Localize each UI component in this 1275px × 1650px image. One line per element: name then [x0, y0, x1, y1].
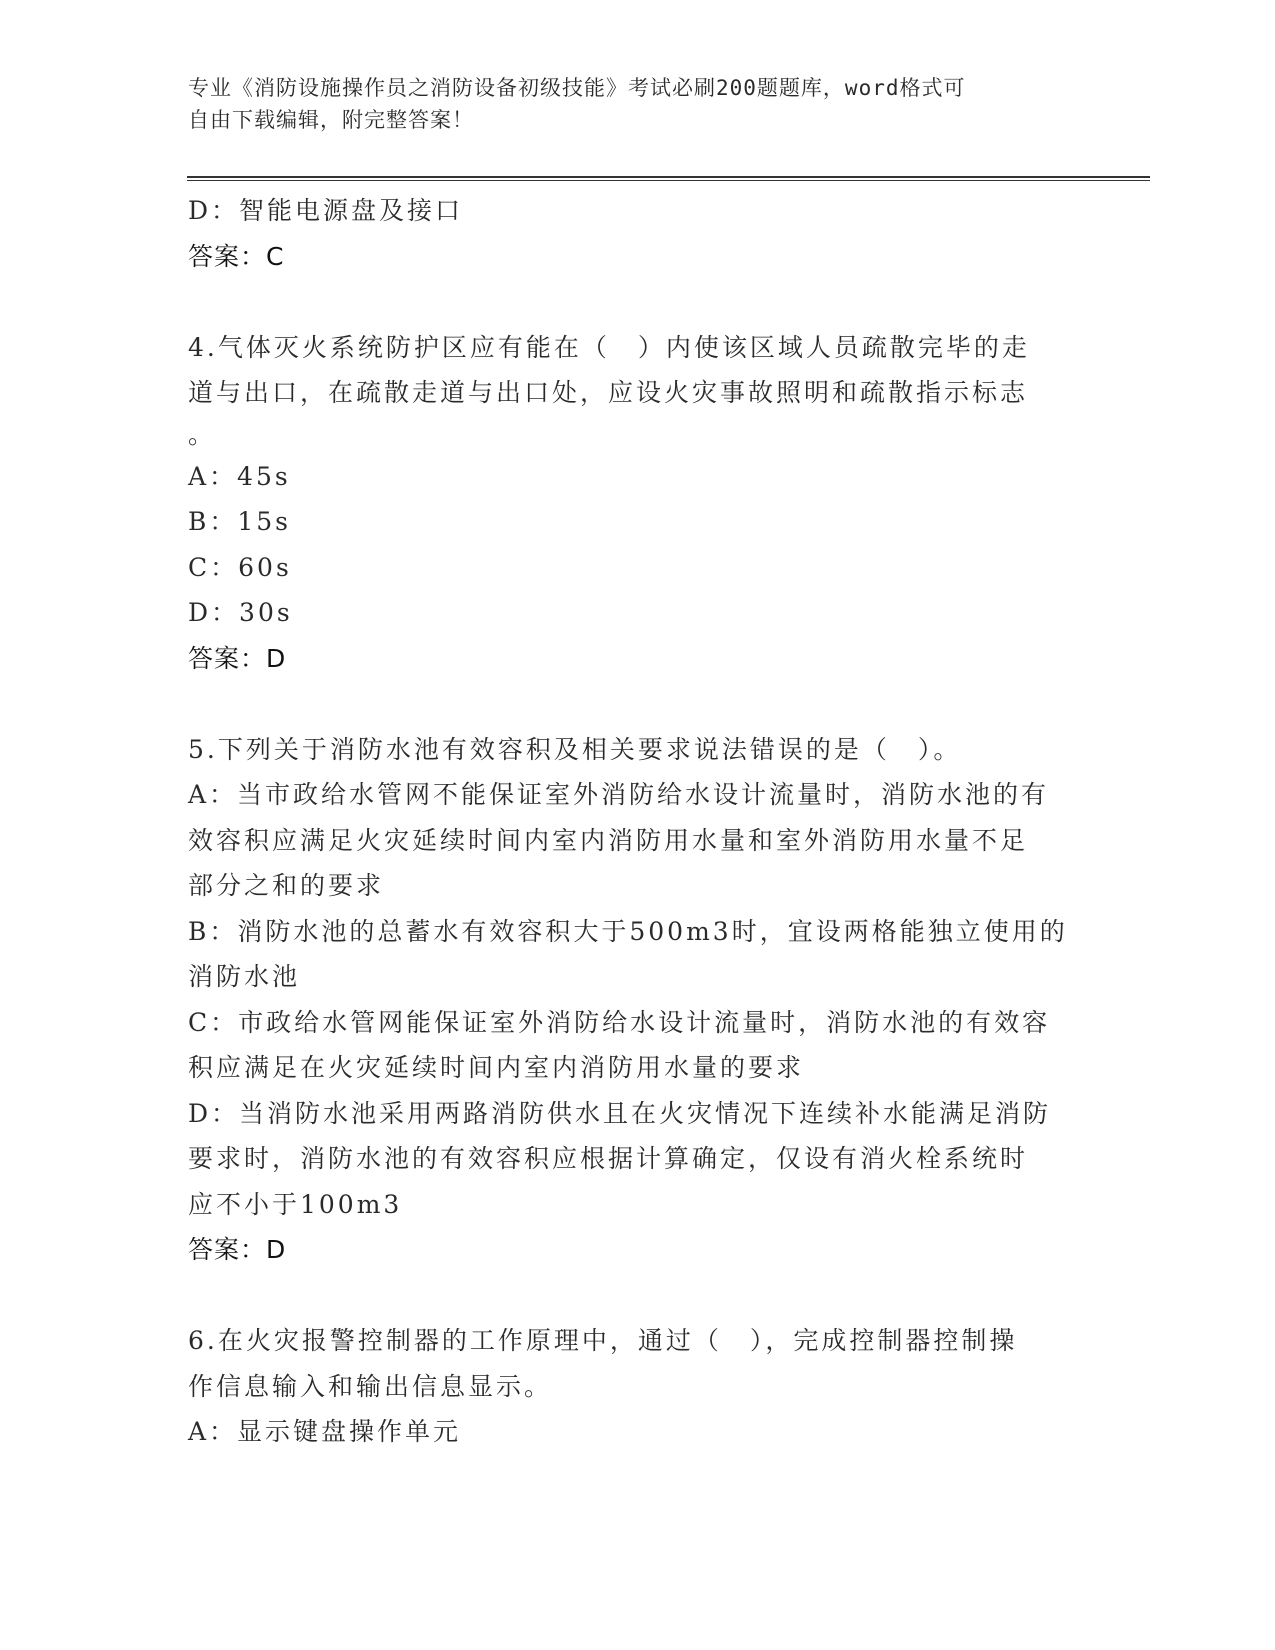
- option-d: D：智能电源盘及接口: [188, 196, 464, 225]
- question-3-tail: [188, 188, 1078, 279]
- question-5: [188, 727, 1078, 1273]
- document-header: [188, 72, 1068, 136]
- document-body: [188, 188, 1078, 1455]
- option-b: B：消防水池的总蓄水有效容积大于500m3时，宜设两格能独立使用的: [188, 916, 1068, 946]
- question-stem-line: 6.在火灾报警控制器的工作原理中，通过（ ），完成控制器控制操: [188, 1326, 1018, 1355]
- question-stem-line: 4.气体灭火系统防护区应有能在（ ）内使该区域人员疏散完毕的走: [188, 332, 1030, 362]
- header-divider: [187, 176, 1150, 181]
- option-a: A：45s: [188, 461, 291, 491]
- spacer: [188, 279, 1078, 325]
- question-stem-line: 5.下列关于消防水池有效容积及相关要求说法错误的是（ ）。: [188, 734, 962, 764]
- option-d: D：30s: [188, 598, 293, 627]
- answer-line: 答案：C: [188, 241, 285, 271]
- option-d-cont: 要求时，消防水池的有效容积应根据计算确定，仅设有消火栓系统时: [188, 1144, 1029, 1173]
- option-a-cont: 效容积应满足火灾延续时间内室内消防用水量和室外消防用水量不足: [188, 825, 1029, 855]
- option-d-cont: 应不小于100m3: [188, 1189, 403, 1219]
- option-b-cont: 消防水池: [188, 962, 301, 991]
- spacer: [188, 681, 1078, 727]
- option-c: C：60s: [188, 552, 292, 582]
- spacer: [188, 1273, 1078, 1319]
- option-c: C：市政给水管网能保证室外消防给水设计流量时，消防水池的有效容: [188, 1007, 1051, 1037]
- question-stem-line: 作信息输入和输出信息显示。: [188, 1371, 553, 1401]
- answer-line: 答案：D: [188, 1235, 287, 1264]
- question-stem-line: 道与出口，在疏散走道与出口处，应设火灾事故照明和疏散指示标志: [188, 378, 1029, 407]
- option-b: B：15s: [188, 507, 292, 536]
- option-a-cont: 部分之和的要求: [188, 871, 385, 900]
- answer-line: 答案：D: [188, 643, 287, 673]
- header-line-1: 专业《消防设施操作员之消防设备初级技能》考试必刷200题题库，word格式可: [188, 76, 966, 100]
- option-c-cont: 积应满足在火灾延续时间内室内消防用水量的要求: [188, 1053, 805, 1082]
- question-stem-line: 。: [188, 419, 217, 449]
- option-d: D：当消防水池采用两路消防供水且在火灾情况下连续补水能满足消防: [188, 1098, 1052, 1128]
- question-6: [188, 1318, 1078, 1455]
- option-a: A：显示键盘操作单元: [188, 1417, 462, 1446]
- header-line-2: 自由下载编辑，附完整答案！: [188, 108, 474, 132]
- question-4: [188, 325, 1078, 682]
- option-a: A：当市政给水管网不能保证室外消防给水设计流量时，消防水池的有: [188, 780, 1050, 809]
